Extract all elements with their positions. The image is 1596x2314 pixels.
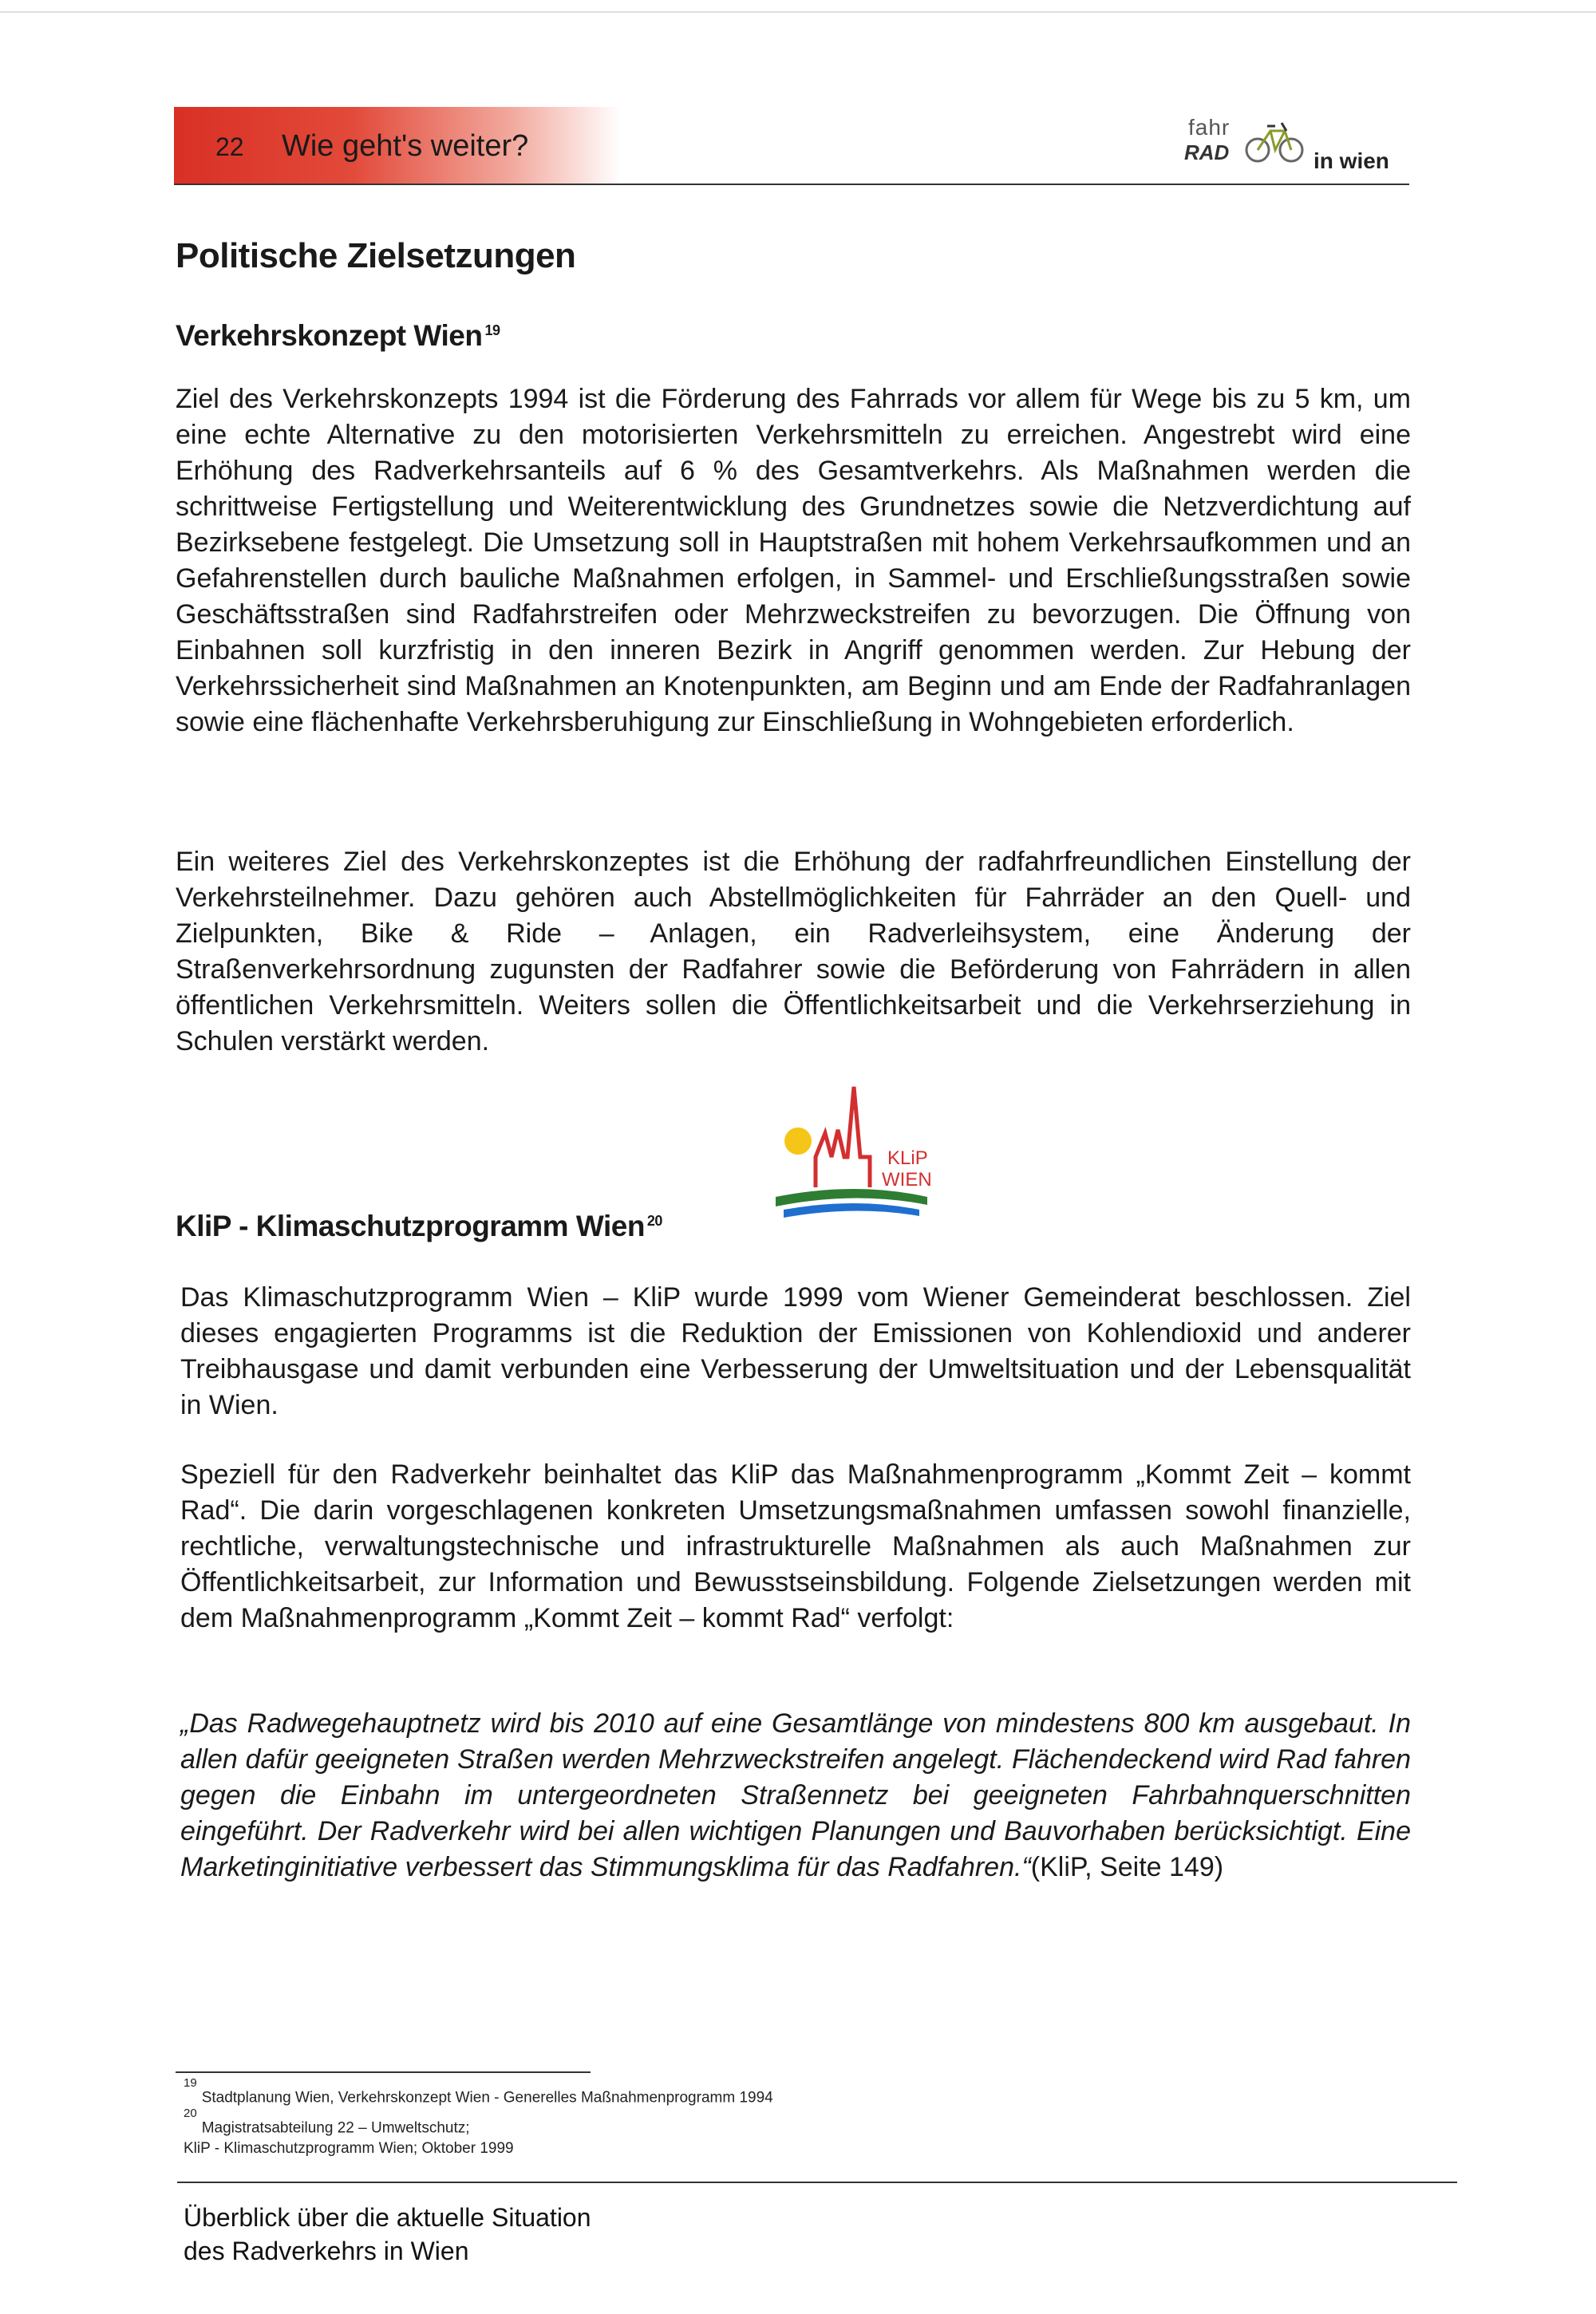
- klip-wien-logo: [768, 1085, 943, 1229]
- header-divider: [174, 184, 1409, 185]
- quote-source: (KliP, Seite 149): [1030, 1852, 1224, 1882]
- fahrrad-in-wien-logo: [1184, 109, 1416, 184]
- footnote-ref: 19: [484, 322, 500, 338]
- header-banner: [174, 107, 621, 185]
- paragraph-klip-2: Speziell für den Radverkehr beinhaltet das KliP das Maßnahmenprogramm „Kommt Zeit – kommt Rad“. Die darin vorgeschlagenen konkreten Umsetzungsmaßnahmen umfassen sowohl finanzielle, rechtliche, verwaltungstechnische und infrastrukturelle Maßnahmen als auch Maßnahmen zur Öffentlichkeitsarbeit, zur Information und Bewusstseinsbildung. Folgende Zielsetzungen werden mit dem Maßnahmenprogramm „Kommt Zeit – kommt Rad“ verfolgt:: [180, 1459, 1411, 1633]
- bicycle-icon: [1240, 109, 1312, 172]
- sun-icon: [784, 1127, 812, 1155]
- footnote-text: Magistratsabteilung 22 – Umweltschutz;: [201, 2119, 470, 2137]
- brand-city-text: in wien: [1314, 148, 1389, 173]
- klip-logo-text: KLiP: [887, 1147, 928, 1169]
- header-title: Wie geht's weiter?: [282, 129, 529, 163]
- footnote-ref: 20: [646, 1212, 662, 1229]
- quote-text: „Das Radwegehauptnetz wird bis 2010 auf eine Gesamtlänge von mindestens 800 km ausgebaut. In allen dafür geeigneten Straßen werden Mehrzweckstreifen angelegt. Flächendeckend wird Rad fahren gegen die Einbahn im untergeordneten Straßennetz bei geeigneten Fahrbahnquerschnitten eingeführt. Der Radverkehr wird bei allen wichtigen Planungen und Bauvorhaben berücksichtigt. Eine Marketinginitiative verbessert das Stimmungsklima für das Radfahren.“: [180, 1708, 1411, 1882]
- footnote-text-2: KliP - Klimaschutzprogramm Wien; Oktober 1999: [184, 2140, 514, 2158]
- footnote-20: [184, 2107, 514, 2159]
- paragraph-verkehrskonzept-2: Ein weiteres Ziel des Verkehrskonzeptes ist die Erhöhung der radfahrfreundlichen Einstellung der Verkehrsteilnehmer. Dazu gehören auch Abstellmöglichkeiten für Fahrräder an den Quell- und Zielpunkten, Bike & Ride – Anlagen, ein Radverleihsystem, eine Änderung der Straßenverkehrsordnung zugunsten der Radfahrer sowie die Beförderung von Fahrrädern in allen öffentlichen Verkehrsmitteln. Weiters sollen die Öffentlichkeitsarbeit und die Verkehrserziehung in Schulen verstärkt werden.: [176, 847, 1411, 1056]
- page-number: 22: [215, 132, 244, 161]
- footer-line-2: des Radverkehrs in Wien: [184, 2237, 469, 2265]
- scan-edge-line: [0, 11, 1596, 13]
- page-footer: [184, 2201, 591, 2268]
- footnote-19: [184, 2076, 773, 2108]
- footnote-number: 19: [184, 2076, 197, 2090]
- brand-fahr-text: fahr: [1188, 115, 1231, 140]
- paragraph-verkehrskonzept-1: Ziel des Verkehrskonzepts 1994 ist die Förderung des Fahrrads vor allem für Wege bis zu 5 km, um eine echte Alternative zu den motorisierten Verkehrsmitteln zu erreichen. Angestrebt wird eine Erhöhung des Radverkehrsanteils auf 6 % des Gesamtverkehrs. Als Maßnahmen werden die schrittweise Fertigstellung und Weiterentwicklung des Grundnetzes sowie die Netzverdichtung auf Bezirksebene festgelegt. Die Umsetzung soll in Hauptstraßen mit hohem Verkehrsaufkommen und an Gefahrenstellen durch bauliche Maßnahmen erfolgen, in Sammel- und Erschließungsstraßen sowie Geschäftsstraßen sind Radfahrstreifen oder Mehrzweckstreifen zu bevorzugen. Die Öffnung von Einbahnen soll kurzfristig in den inneren Bezirk in Angriff genommen werden. Zur Hebung der Verkehrssicherheit sind Maßnahmen an Knotenpunkten, am Beginn und am Ende der Radfahranlagen sowie eine flächenhafte Verkehrsberuhigung zur Einschließung in Wohngebieten erforderlich.: [176, 384, 1411, 737]
- brand-rad-text: RAD: [1184, 140, 1230, 164]
- footnote-text: Stadtplanung Wien, Verkehrskonzept Wien - Generelles Maßnahmenprogramm 1994: [201, 2089, 773, 2107]
- footer-line-1: Überblick über die aktuelle Situation: [184, 2203, 591, 2232]
- footer-divider: [177, 2182, 1457, 2183]
- subsection-title-verkehrskonzept: [176, 319, 500, 353]
- paragraph-klip-1: Das Klimaschutzprogramm Wien – KliP wurde 1999 vom Wiener Gemeinderat beschlossen. Ziel dieses engagierten Programms ist die Reduktion der Emissionen von Kohlendioxid und anderer Treibhausgase und damit verbunden eine Verbesserung der Umweltsituation und der Lebensqualität in Wien.: [180, 1282, 1411, 1420]
- subsection-title-klip: [176, 1210, 662, 1243]
- section-title: Politische Zielsetzungen: [176, 236, 576, 275]
- quote-block: [180, 1706, 1411, 1886]
- footnote-divider: [176, 2071, 591, 2073]
- wien-logo-text: WIEN: [882, 1169, 932, 1191]
- footnote-number: 20: [184, 2107, 197, 2120]
- subsection-title-text: Verkehrskonzept Wien: [176, 319, 483, 352]
- subsection-title-text: KliP - Klimaschutzprogramm Wien: [176, 1210, 645, 1242]
